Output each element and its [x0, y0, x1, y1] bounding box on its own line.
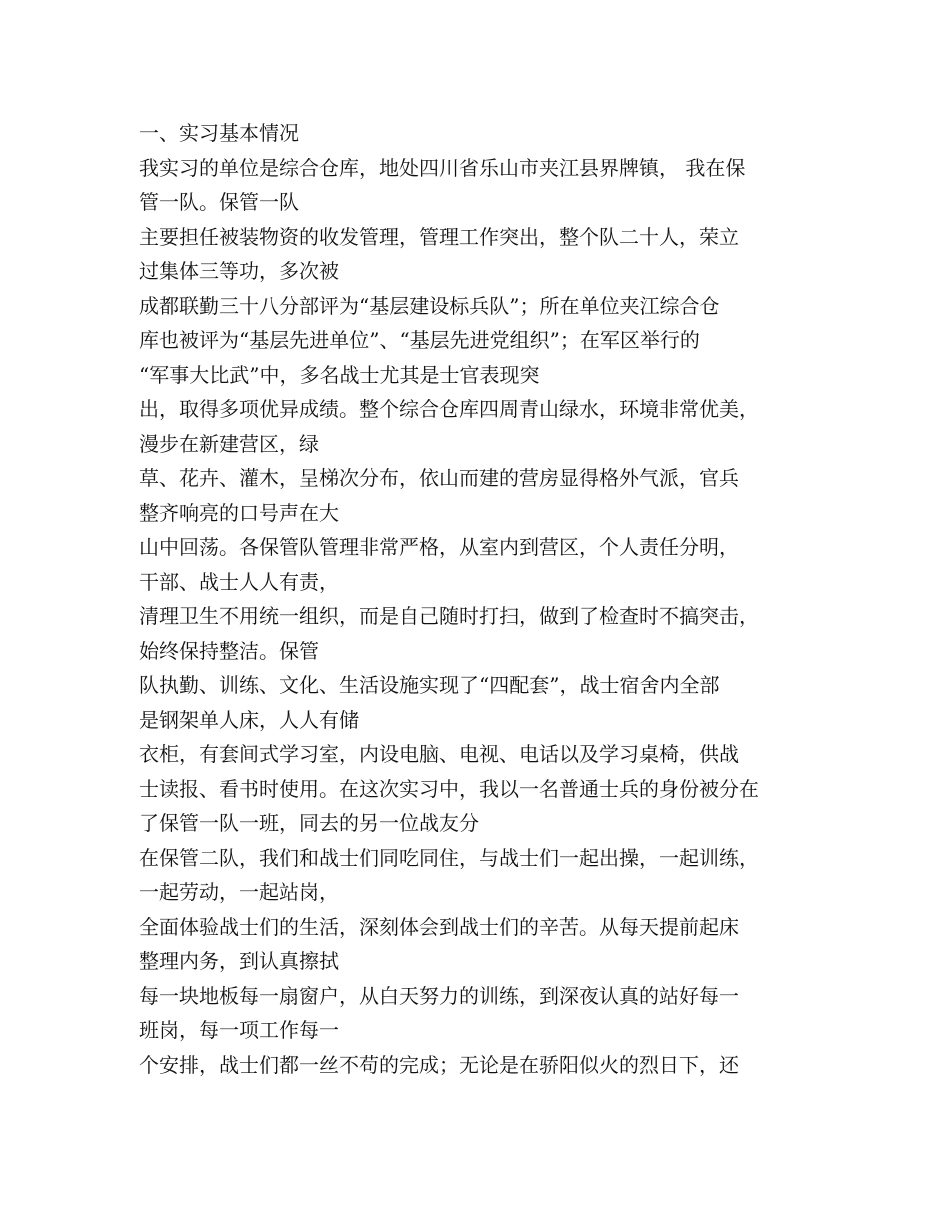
section-heading: 一、实习基本情况: [139, 121, 299, 145]
text-line: 士读报、看书时使用。在这次实习中，我以一名普通士兵的身份被分在: [139, 776, 759, 801]
text-line: 在保管二队，我们和战士们同吃同住，与战士们一起出操，一起训练，: [139, 845, 759, 870]
text-line: 漫步在新建营区，绿: [139, 431, 319, 456]
text-line: 个安排，战士们都一丝不苟的完成；无论是在骄阳似火的烈日下，还: [139, 1052, 739, 1077]
text-line: “军事大比武”中，多名战士尤其是士官表现突: [139, 362, 540, 387]
text-line: 库也被评为“基层先进单位”、“基层先进党组织”；在军区举行的: [139, 328, 700, 352]
text-line: 整理内务，到认真擦拭: [139, 949, 339, 973]
text-line: 队执勤、训练、文化、生活设施实现了“四配套”，战士宿舍内全部: [139, 673, 720, 697]
document-body: [139, 116, 839, 1082]
text-line: 是钢架单人床，人人有储: [139, 707, 359, 732]
text-line: 每一块地板每一扇窗户，从白天努力的训练，到深夜认真的站好每一: [139, 983, 739, 1008]
text-line: 全面体验战士们的生活，深刻体会到战士们的辛苦。从每天提前起床: [139, 914, 739, 939]
text-line: 成都联勤三十八分部评为“基层建设标兵队”；所在单位夹江综合仓: [139, 293, 720, 318]
text-line: 衣柜，有套间式学习室，内设电脑、电视、电话以及学习桌椅，供战: [139, 742, 739, 766]
text-line: 主要担任被装物资的收发管理，管理工作突出，整个队二十人，荣立: [139, 224, 739, 249]
text-line: 清理卫生不用统一组织，而是自己随时打扫，做到了检查时不搞突击，: [139, 604, 759, 628]
text-line: 始终保持整洁。保管: [139, 638, 319, 663]
text-line: 整齐响亮的口号声在大: [139, 500, 339, 525]
text-line: 干部、战士人人有责，: [139, 569, 339, 594]
text-line: 山中回荡。各保管队管理非常严格，从室内到营区，个人责任分明，: [139, 535, 739, 559]
text-line: 出，取得多项优异成绩。整个综合仓库四周青山绿水，环境非常优美，: [139, 397, 759, 421]
text-line: 过集体三等功，多次被: [139, 259, 339, 283]
text-line: 了保管一队一班，同去的另一位战友分: [139, 811, 479, 835]
text-line: 班岗，每一项工作每一: [139, 1018, 339, 1042]
text-line: 草、花卉、灌木，呈梯次分布，依山而建的营房显得格外气派，官兵: [139, 466, 739, 490]
text-line: 管一队。保管一队: [139, 190, 299, 214]
text-line: 我实习的单位是综合仓库，地处四川省乐山市夹江县界牌镇， 我在保: [139, 155, 746, 180]
text-line: 一起劳动，一起站岗，: [139, 880, 339, 904]
